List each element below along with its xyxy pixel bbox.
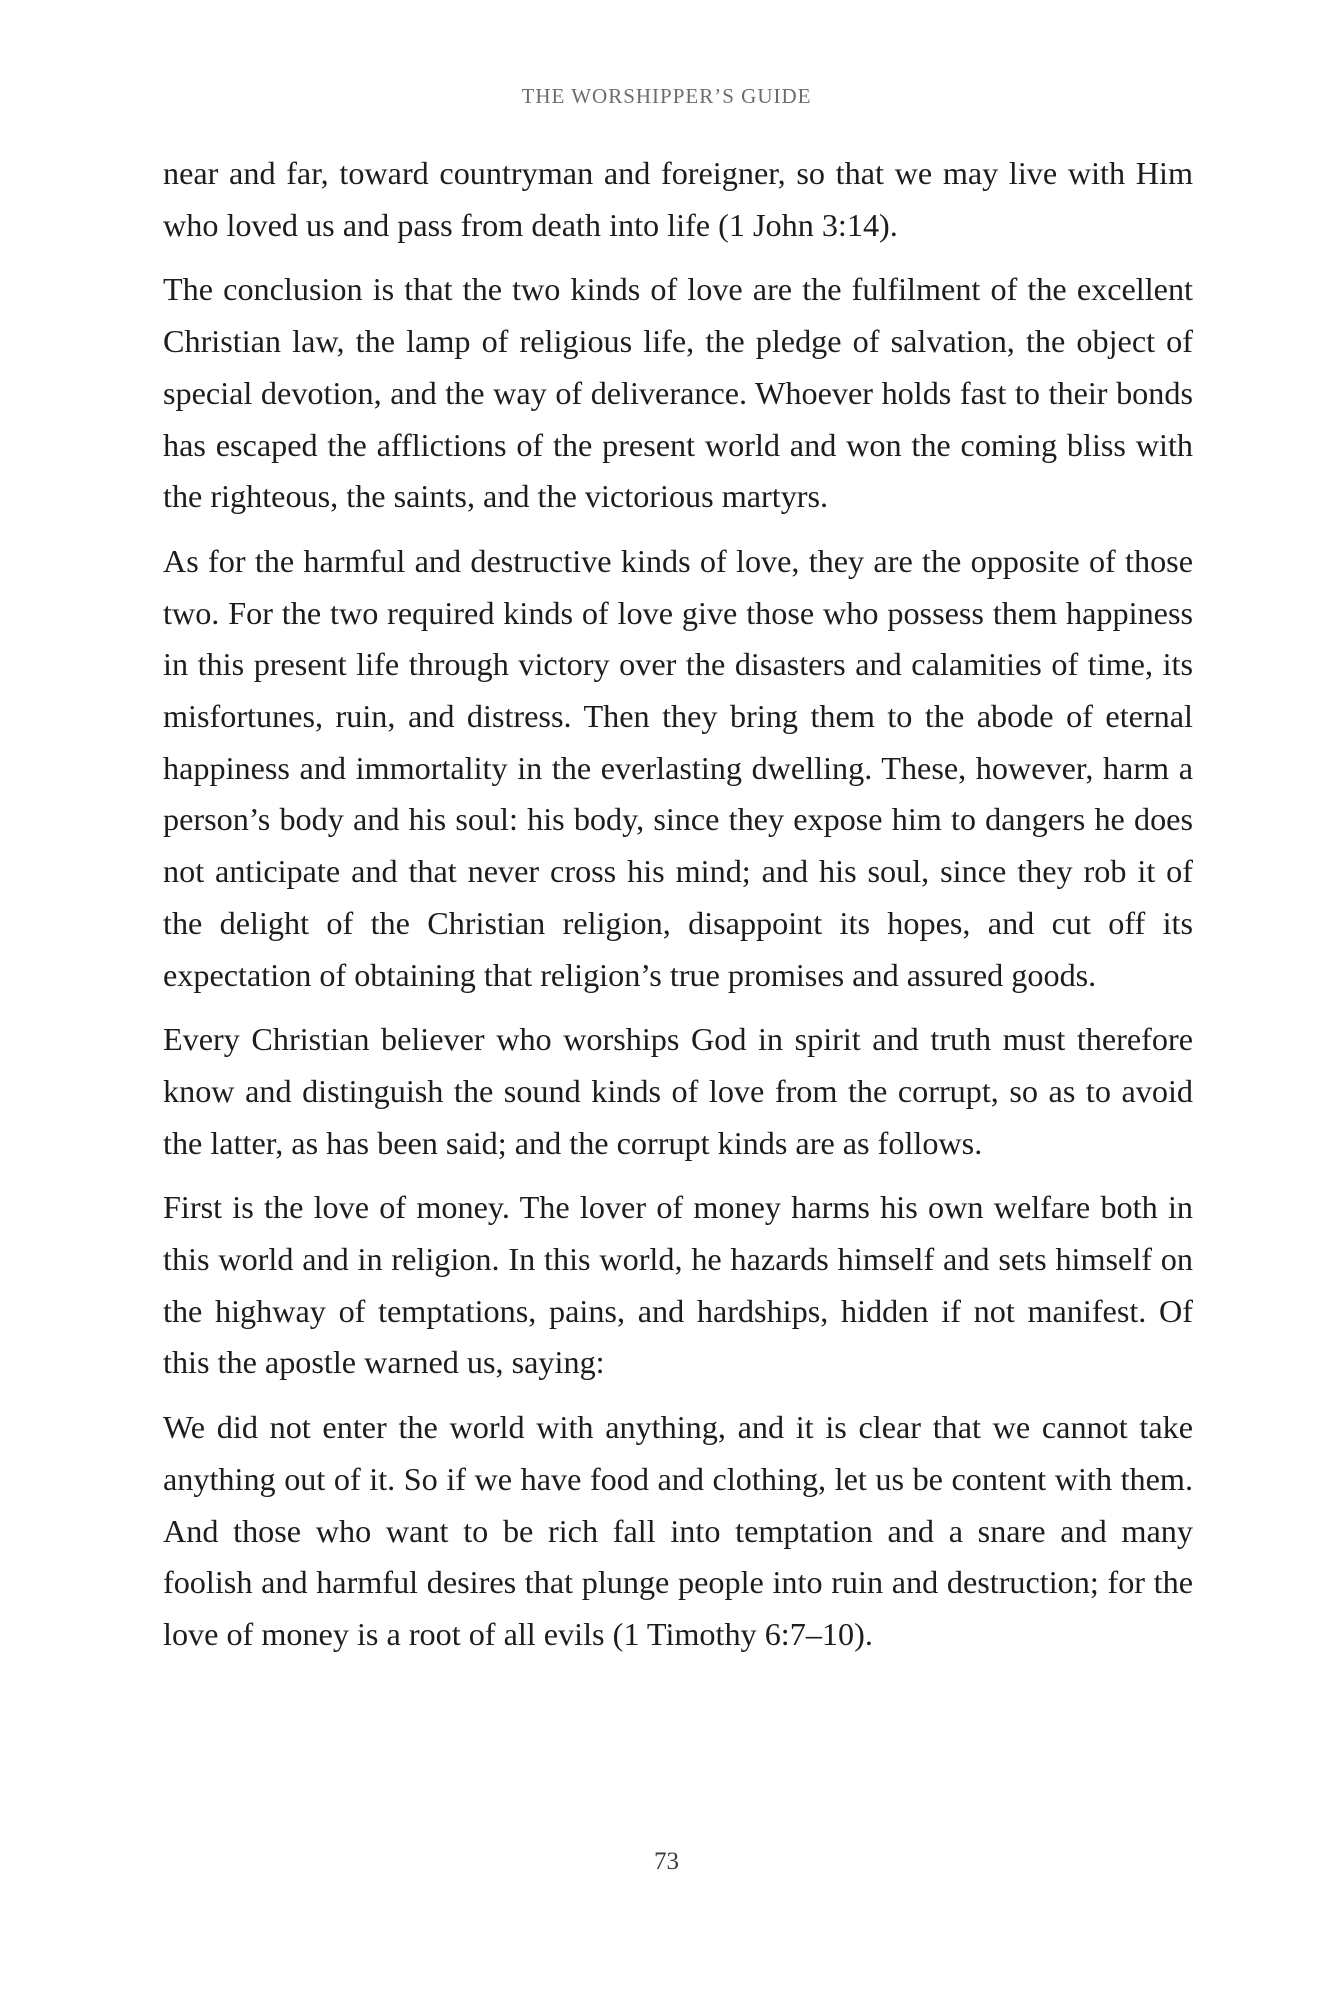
body-text <box>163 148 1193 1674</box>
paragraph-distinguish-love: Every Christian believer who worships God in spirit and truth must therefore know and distinguish the sound kinds of love from the corrupt, so as to avoid the latter, as has been said; and the corrupt kinds are as follows. <box>163 1021 1193 1161</box>
paragraph-scripture-quote: We did not enter the world with anything, and it is clear that we cannot take anything out of it. So if we have food and clothing, let us be content with them. And those who want to be rich fall into temptation and a snare and many foolish and harmful desires that plunge people into ruin and destruction; for the love of money is a root of all evils (1 Timothy 6:7–10). <box>163 1409 1193 1652</box>
paragraph-conclusion: The conclusion is that the two kinds of love are the fulfilment of the excellent Christian law, the lamp of religious life, the pledge of salvation, the object of special devotion, and the way of deliverance. Whoever holds fast to their bonds has escaped the afflictions of the present world and won the coming bliss with the righteous, the saints, and the victorious martyrs. <box>163 271 1193 515</box>
page-number: 73 <box>654 1848 679 1875</box>
paragraph-continuation: near and far, toward countryman and foreigner, so that we may live with Him who loved us and pass from death into life (1 John 3:14). <box>163 155 1193 243</box>
running-header: THE WORSHIPPER’S GUIDE <box>521 84 812 108</box>
paragraph-harmful-love: As for the harmful and destructive kinds of love, they are the opposite of those two. For the two required kinds of love give those who possess them happiness in this present life through victory over the disasters and calamities of time, its misfortunes, ruin, and distress. Then they bring them to the abode of eternal happiness and immortality in the everlasting dwelling. These, however, harm a person’s body and his soul: his body, since they expose him to dangers he does not anticipate and that never cross his mind; and his soul, since they rob it of the delight of the Christian religion, disappoint its hopes, and cut off its expectation of obtaining that religion’s true promises and assured goods. <box>163 542 1193 993</box>
paragraph-love-of-money: First is the love of money. The lover of money harms his own welfare both in this world and in religion. In this world, he hazards himself and sets himself on the highway of temptations, pains, and hardships, hidden if not manifest. Of this the apostle warned us, saying: <box>163 1189 1193 1381</box>
